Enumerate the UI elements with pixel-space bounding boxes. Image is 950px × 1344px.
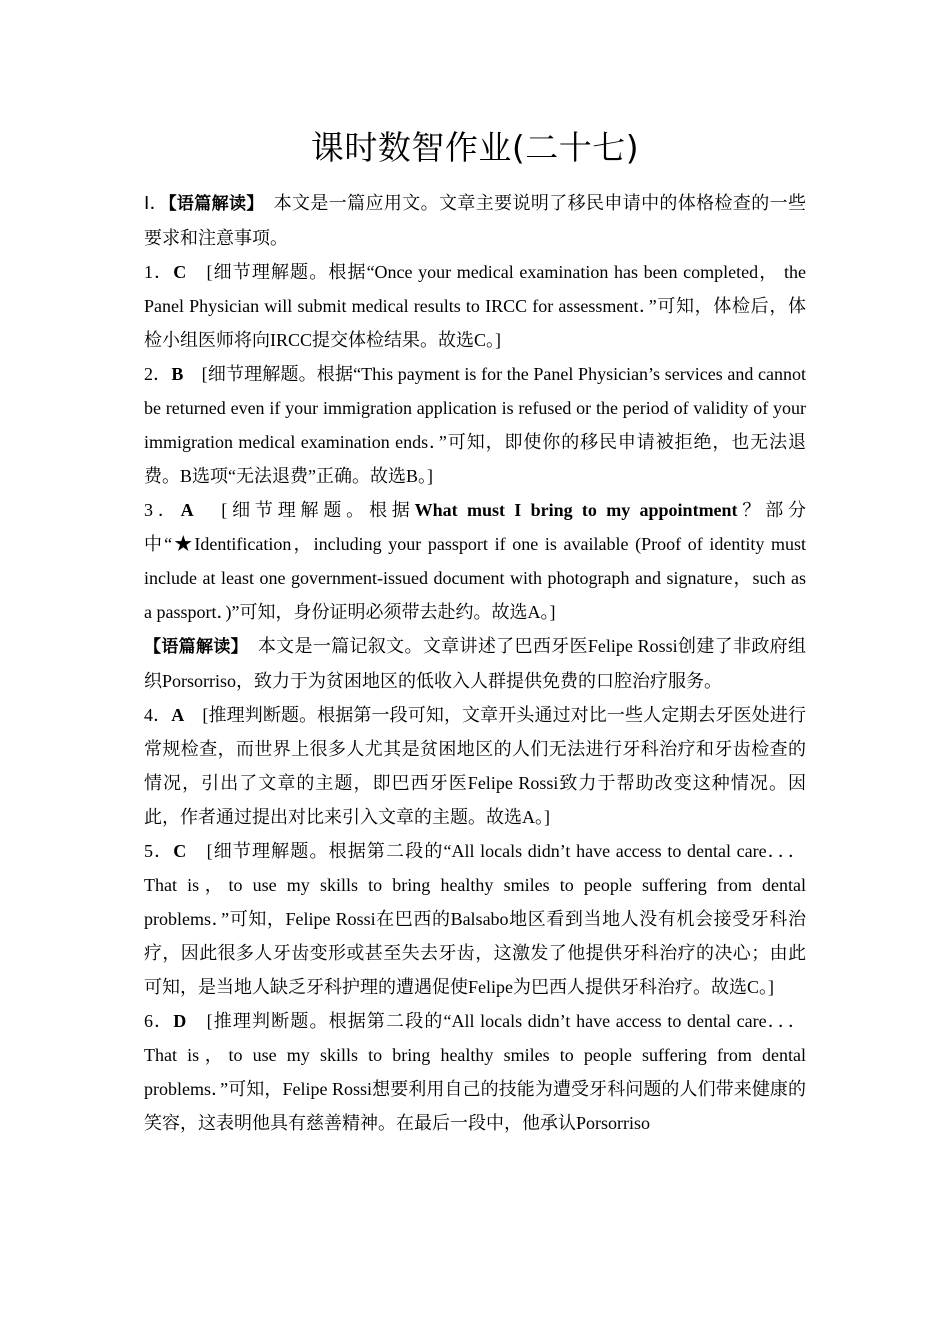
answer-item-6: [144, 1004, 806, 1140]
document-body: [144, 186, 806, 1140]
passage-summary: 本文是一篇记叙文。文章讲述了巴西牙医Felipe Rossi创建了非政府组织Porsorriso，致力于为贫困地区的低收入人群提供免费的口腔治疗服务。: [144, 636, 806, 691]
question-number: 4．: [144, 705, 172, 725]
question-number: 3．: [144, 500, 181, 520]
answer-item-3: [144, 493, 806, 629]
answer-letter: B: [171, 364, 184, 384]
passage-summary: 本文是一篇应用文。文章主要说明了移民申请中的体格检查的一些要求和注意事项。: [144, 193, 807, 248]
explanation-start: [细节理解题。根据: [193, 500, 415, 520]
explanation: [细节理解题。根据第二段的“All locals didn’t have access to dental care．．．That is，to use my skills to bring healthy smiles to people suffering from dental problems．”可知，Felipe Rossi在巴西的Balsabo地区看到当地人没有机会接受牙科治疗，因此很多人牙齿变形或甚至失去牙齿，这激发了他提供牙科治疗的决心；由此可知，是当地人缺乏牙科护理的遭遇促使Felipe为巴西人提供牙科治疗。故选C。]: [144, 841, 806, 997]
passage-tag: 【语篇解读】: [144, 637, 240, 657]
explanation: [细节理解题。根据“This payment is for the Panel Physician’s services and cannot be returned even if your immigration application is refused or the period of validity of your immigration medical examination ends．”可知，即使你的移民申请被拒绝，也无法退费。B选项“无法退费”正确。故选B。]: [144, 364, 806, 486]
explanation: [推理判断题。根据第二段的“All locals didn’t have access to dental care．．．That is，to use my skills to bring healthy smiles to people suffering from dental problems．”可知，Felipe Rossi想要利用自己的技能为遭受牙科问题的人们带来健康的笑容，这表明他具有慈善精神。在最后一段中，他承认Porsorriso: [144, 1011, 806, 1133]
answer-letter: A: [180, 500, 194, 520]
question-number: 6．: [144, 1011, 174, 1031]
passage-intro-1: [144, 186, 806, 255]
question-number: 1．: [144, 262, 174, 282]
section-label: Ⅰ．: [144, 193, 169, 213]
explanation: [推理判断题。根据第一段可知，文章开头通过对比一些人定期去牙医处进行常规检查，而世界上很多人尤其是贫困地区的人们无法进行牙科治疗和牙齿检查的情况，引出了文章的主题，即巴西牙医Felipe Rossi致力于帮助改变这种情况。因此，作者通过提出对比来引入文章的主题。故选A。]: [144, 705, 806, 827]
passage-tag: 【语篇解读】: [168, 194, 256, 214]
page-title: 课时数智作业(二十七): [310, 128, 640, 167]
answer-letter: C: [173, 262, 187, 282]
answer-letter: C: [173, 841, 187, 861]
explanation: [细节理解题。根据“Once your medical examination has been completed， the Panel Physician will submit medical results to IRCC for assessment．”可知，体检后，体检小组医师将向IRCC提交体检结果。故选C。]: [144, 262, 806, 350]
explanation-end: ？部分中“★Identification，including your passport if one is available (Proof of identity must include at least one government-issued document with photograph and signature，such as a passport．)”可知，身份证明必须带去赴约。故选A。]: [144, 500, 807, 622]
question-number: 5．: [144, 841, 174, 861]
question-number: 2．: [144, 364, 172, 384]
answer-item-1: [144, 255, 806, 357]
answer-letter: A: [171, 705, 185, 725]
bold-phrase: What must I bring to my appointment: [414, 500, 738, 520]
answer-item-2: [144, 357, 806, 493]
answer-item-4: [144, 698, 806, 834]
answer-item-5: [144, 834, 806, 1004]
passage-intro-2: [144, 629, 806, 698]
answer-letter: D: [173, 1011, 187, 1031]
